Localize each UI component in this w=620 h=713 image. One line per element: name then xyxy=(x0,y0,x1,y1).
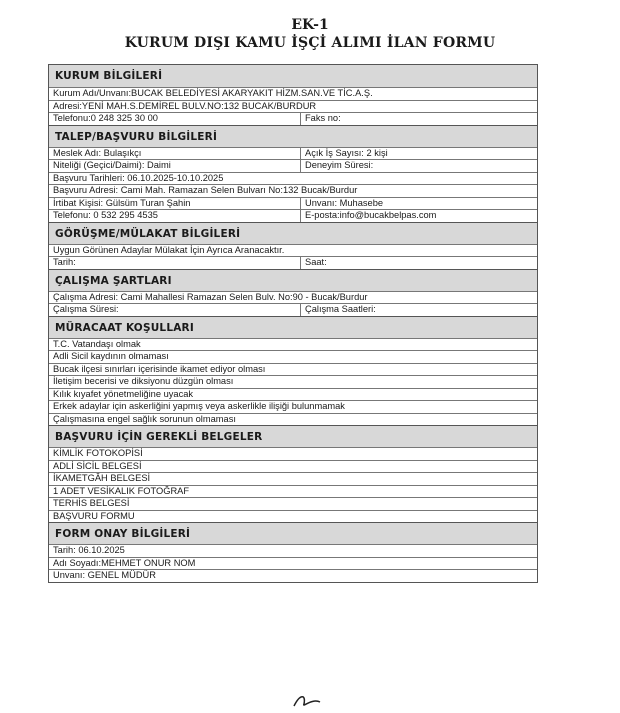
kurum-contact-row xyxy=(49,112,537,125)
kurum-name-row xyxy=(49,87,537,100)
condition-item xyxy=(49,400,537,413)
document-item xyxy=(49,460,537,473)
form-annex-label: EK-1 xyxy=(291,17,329,33)
contact-title: Unvanı: Muhasebe xyxy=(305,197,384,208)
document-item xyxy=(49,485,537,498)
talep-row-2 xyxy=(49,159,537,172)
condition-item xyxy=(49,413,537,426)
approver-name: Adı Soyadı:MEHMET ONUR NOM xyxy=(53,557,196,568)
kurum-address: Adresi:YENİ MAH.S.DEMİREL BULV.NO:132 BUCAK/BURDUR xyxy=(53,100,317,111)
kurum-address-row xyxy=(49,100,537,113)
section-gorusme-title: GÖRÜŞME/MÜLAKAT BİLGİLERİ xyxy=(49,222,537,244)
talep-row-6 xyxy=(49,209,537,222)
document-item xyxy=(49,447,537,460)
job-type: Niteliği (Geçici/Daimi): Daimi xyxy=(49,160,301,172)
talep-row-4 xyxy=(49,184,537,197)
work-duration: Çalışma Süresi: xyxy=(49,304,301,316)
condition-text: Bucak ilçesi sınırları içerisinde ikamet ediyor olması xyxy=(53,363,266,374)
experience: Deneyim Süresi: xyxy=(305,160,374,170)
work-hours: Çalışma Saatleri: xyxy=(305,304,376,314)
talep-row-5 xyxy=(49,197,537,210)
condition-text: Adli Sicil kaydının olmaması xyxy=(53,351,169,361)
document-text: TERHİS BELGESİ xyxy=(53,498,130,508)
document-text: KİMLİK FOTOKOPİSİ xyxy=(53,448,143,458)
document-text: 1 ADET VESİKALIK FOTOĞRAF xyxy=(53,485,190,496)
approval-name-row xyxy=(49,557,537,570)
document-item xyxy=(49,497,537,510)
condition-text: İletişim becerisi ve diksiyonu düzgün olması xyxy=(53,376,234,386)
job-title: Meslek Adı: Bulaşıkçı xyxy=(49,148,301,160)
talep-row-1 xyxy=(49,147,537,160)
section-onay-title: FORM ONAY BİLGİLERİ xyxy=(49,522,537,544)
approval-date: Tarih: 06.10.2025 xyxy=(53,545,125,555)
document-item xyxy=(49,510,537,523)
application-address: Başvuru Adresi: Cami Mah. Ramazan Selen Bulvarı No:132 Bucak/Burdur xyxy=(53,185,358,195)
kurum-fax: Faks no: xyxy=(305,113,341,123)
talep-row-3 xyxy=(49,172,537,185)
condition-item xyxy=(49,350,537,363)
application-dates: Başvuru Tarihleri: 06.10.2025-10.10.2025 xyxy=(53,172,224,183)
calisma-row-2 xyxy=(49,303,537,316)
section-muracaat-title: MÜRACAAT KOŞULLARI xyxy=(49,316,537,338)
document-text: ADLİ SİCİL BELGESİ xyxy=(53,460,142,471)
section-belgeler-title: BAŞVURU İÇİN GEREKLİ BELGELER xyxy=(49,425,537,447)
gorusme-row-2 xyxy=(49,256,537,269)
section-calisma-title: ÇALIŞMA ŞARTLARI xyxy=(49,269,537,291)
signature-mark xyxy=(290,692,330,713)
contact-person: İrtibat Kişisi: Gülsüm Turan Şahin xyxy=(49,198,301,210)
condition-item xyxy=(49,375,537,388)
document-item xyxy=(49,472,537,485)
kurum-phone: Telefonu:0 248 325 30 00 xyxy=(49,113,301,125)
work-address: Çalışma Adresi: Cami Mahallesi Ramazan Selen Bulv. No:90 - Bucak/Burdur xyxy=(53,291,368,302)
contact-email: E-posta:info@bucakbelpas.com xyxy=(305,210,437,220)
section-kurum-title: KURUM BİLGİLERİ xyxy=(49,65,537,87)
condition-item xyxy=(49,338,537,351)
kurum-name: Kurum Adı/Unvanı:BUCAK BELEDİYESİ AKARYAKIT HİZM.SAN.VE TİC.A.Ş. xyxy=(53,88,373,98)
gorusme-row-1 xyxy=(49,244,537,257)
calisma-row-1 xyxy=(49,291,537,304)
condition-text: Çalışmasına engel sağlık sorunun olmaması xyxy=(53,413,236,424)
interview-time: Saat: xyxy=(305,257,327,267)
approval-title-row xyxy=(49,569,537,582)
document-text: BAŞVURU FORMU xyxy=(53,510,135,521)
condition-text: Kılık kıyafet yönetmeliğine uyacak xyxy=(53,388,194,399)
approver-title: Unvanı: GENEL MÜDÜR xyxy=(53,570,156,580)
interview-date: Tarih: xyxy=(49,257,301,269)
form-title: KURUM DIŞI KAMU İŞÇİ ALIMI İLAN FORMU xyxy=(124,35,496,51)
section-talep-title: TALEP/BAŞVURU BİLGİLERİ xyxy=(49,125,537,147)
condition-item xyxy=(49,388,537,401)
condition-text: Erkek adaylar için askerliğini yapmış veya askerlikle ilişiği bulunmamak xyxy=(53,401,345,411)
interview-note: Uygun Görünen Adaylar Mülakat İçin Ayrıca Aranacaktır. xyxy=(53,244,285,255)
approval-date-row xyxy=(49,544,537,557)
condition-item xyxy=(49,363,537,376)
open-positions: Açık İş Sayısı: 2 kişi xyxy=(305,147,388,158)
application-form-table xyxy=(48,64,538,583)
contact-phone: Telefonu: 0 532 295 4535 xyxy=(49,210,301,222)
document-text: İKAMETGÂH BELGESİ xyxy=(53,473,151,483)
condition-text: T.C. Vatandaşı olmak xyxy=(53,338,141,349)
